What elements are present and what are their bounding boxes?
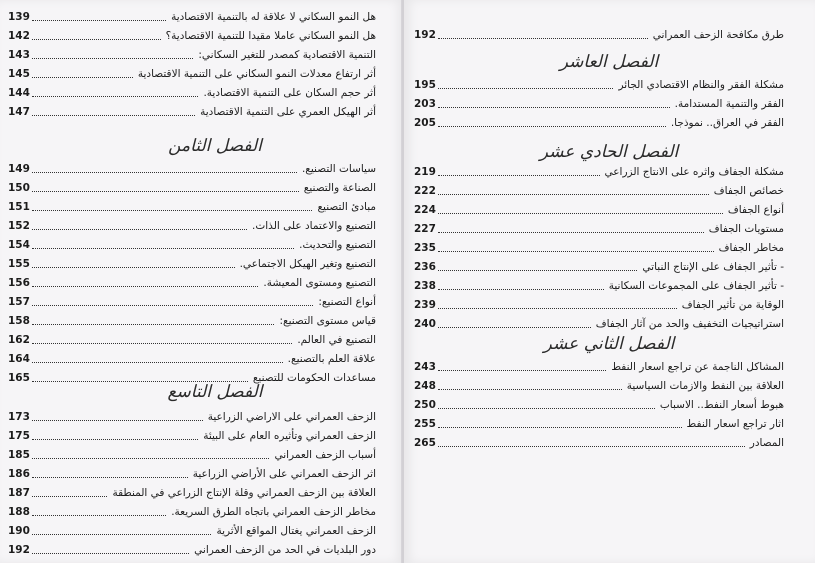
toc-entry (8, 65, 376, 83)
toc-entry (8, 236, 376, 254)
entry-page: 240 (414, 318, 436, 330)
chapter-heading-10: الفصل العاشر (559, 52, 659, 72)
toc-entry (8, 427, 376, 445)
dot-leader (438, 126, 666, 127)
dot-leader (32, 420, 203, 421)
entry-page: 265 (414, 437, 436, 449)
dot-leader (438, 213, 723, 214)
entry-title: مخاطر الجفاف (718, 242, 784, 254)
dot-leader (32, 229, 247, 230)
dot-leader (438, 88, 613, 89)
toc-entry (414, 396, 784, 414)
toc-entry (8, 293, 376, 311)
dot-leader (438, 270, 637, 271)
toc-entry (8, 312, 376, 330)
toc-entry (414, 201, 784, 219)
dot-leader (438, 308, 677, 309)
toc-entry (8, 503, 376, 521)
dot-leader (438, 408, 655, 409)
dot-leader (438, 427, 682, 428)
toc-entry (8, 350, 376, 368)
dot-leader (438, 107, 670, 108)
chapter-heading-11: الفصل الحادي عشر (539, 142, 679, 162)
entry-page: 164 (8, 353, 30, 365)
toc-entry (8, 46, 376, 64)
dot-leader (438, 175, 600, 176)
dot-leader (32, 553, 189, 554)
toc-entry (8, 84, 376, 102)
toc-entry (8, 255, 376, 273)
chapter-heading-9: الفصل التاسع (167, 382, 263, 402)
dot-leader (32, 115, 195, 116)
dot-leader (438, 232, 704, 233)
dot-leader (32, 267, 235, 268)
dot-leader (438, 446, 745, 447)
entry-title: هل النمو السكاني لا علاقة له بالتنمية الاقتصادية (171, 11, 376, 23)
dot-leader (32, 515, 166, 516)
entry-title: المصادر (749, 437, 784, 449)
entry-title: اثار تراجع اسعار النفط (686, 418, 784, 430)
entry-page: 185 (8, 449, 30, 461)
entry-page: 142 (8, 30, 30, 42)
dot-leader (438, 370, 606, 371)
entry-page: 175 (8, 430, 30, 442)
entry-title: مخاطر الزحف العمراني باتجاه الطرق السريعة. (171, 506, 376, 518)
entry-title: الصناعة والتصنيع (303, 182, 376, 194)
toc-entry (414, 26, 784, 44)
toc-entry (414, 95, 784, 113)
entry-page: 205 (414, 117, 436, 129)
entry-page: 157 (8, 296, 30, 308)
dot-leader (32, 362, 283, 363)
toc-entry (8, 484, 376, 502)
entry-title: أنواع الجفاف (727, 204, 784, 216)
entry-page: 192 (414, 29, 436, 41)
entry-page: 219 (414, 166, 436, 178)
toc-entry (8, 522, 376, 540)
toc-entry (414, 277, 784, 295)
dot-leader (32, 20, 166, 21)
entry-title: هل النمو السكاني عاملا مقيدا للتنمية الاقتصادية؟ (165, 30, 376, 42)
dot-leader (438, 194, 709, 195)
right-page (404, 0, 815, 563)
entry-page: 224 (414, 204, 436, 216)
entry-title: مشكلة الجفاف واثره على الانتاج الزراعي (604, 166, 784, 178)
toc-entry (414, 182, 784, 200)
entry-title: علاقة العلم بالتصنيع. (287, 353, 376, 365)
entry-page: 147 (8, 106, 30, 118)
toc-entry (414, 258, 784, 276)
entry-page: 195 (414, 79, 436, 91)
entry-title: طرق مكافحة الزحف العمراني (652, 29, 784, 41)
entry-title: أثر ارتفاع معدلات النمو السكاني على التنمية الاقتصادية (137, 68, 376, 80)
entry-title: مشكلة الفقر والنظام الاقتصادي الجائر (618, 79, 784, 91)
entry-title: - تأثير الجفاف على الإنتاج النباتي (642, 261, 784, 273)
dot-leader (32, 96, 198, 97)
entry-page: 248 (414, 380, 436, 392)
entry-title: المشاكل الناجمة عن تراجع اسعار النفط (611, 361, 784, 373)
entry-page: 187 (8, 487, 30, 499)
entry-page: 190 (8, 525, 30, 537)
entry-page: 222 (414, 185, 436, 197)
entry-title: التصنيع وتغير الهيكل الاجتماعي. (239, 258, 376, 270)
toc-entry (8, 274, 376, 292)
entry-page: 236 (414, 261, 436, 273)
dot-leader (32, 210, 312, 211)
entry-title: هبوط أسعار النفط.. الاسباب (659, 399, 784, 411)
entry-title: العلاقة بين النفط والازمات السياسية (626, 380, 784, 392)
dot-leader (32, 534, 211, 535)
dot-leader (32, 458, 269, 459)
entry-title: الفقر والتنمية المستدامة. (674, 98, 784, 110)
toc-entry (414, 358, 784, 376)
toc-entry (8, 8, 376, 26)
entry-page: 243 (414, 361, 436, 373)
dot-leader (32, 39, 161, 40)
dot-leader (438, 289, 604, 290)
toc-entry (414, 415, 784, 433)
entry-title: أنواع التصنيع: (318, 296, 376, 308)
toc-entry (414, 220, 784, 238)
entry-title: سياسات التصنيع. (301, 163, 376, 175)
toc-entry (8, 465, 376, 483)
entry-title: مستويات الجفاف (708, 223, 784, 235)
dot-leader (32, 324, 274, 325)
entry-page: 235 (414, 242, 436, 254)
entry-title: أثر حجم السكان على التنمية الاقتصادية. (203, 87, 376, 99)
dot-leader (32, 496, 107, 497)
toc-entry (414, 434, 784, 452)
dot-leader (32, 439, 198, 440)
entry-title: مبادئ التصنيع (317, 201, 376, 213)
dot-leader (32, 305, 313, 306)
entry-page: 186 (8, 468, 30, 480)
toc-entry (8, 27, 376, 45)
entry-page: 139 (8, 11, 30, 23)
chapter-heading-8: الفصل الثامن (168, 136, 262, 156)
toc-entry (8, 446, 376, 464)
entry-page: 238 (414, 280, 436, 292)
entry-title: دور البلديات في الحد من الزحف العمراني (194, 544, 376, 556)
entry-page: 255 (414, 418, 436, 430)
entry-page: 150 (8, 182, 30, 194)
entry-page: 154 (8, 239, 30, 251)
entry-page: 203 (414, 98, 436, 110)
chapter-heading-12: الفصل الثاني عشر (543, 334, 675, 354)
entry-page: 158 (8, 315, 30, 327)
entry-page: 149 (8, 163, 30, 175)
entry-title: اثر الزحف العمراني على الأراضي الزراعية (192, 468, 376, 480)
toc-entry (8, 217, 376, 235)
toc-entry (414, 163, 784, 181)
entry-page: 152 (8, 220, 30, 232)
toc-entry (414, 76, 784, 94)
dot-leader (32, 343, 292, 344)
toc-entry (8, 103, 376, 121)
entry-title: العلاقة بين الزحف العمراني وقلة الإنتاج الزراعي في المنطقة (112, 487, 376, 499)
toc-entry (8, 179, 376, 197)
entry-title: التنمية الاقتصادية كمصدر للتغير السكاني: (198, 49, 376, 61)
entry-page: 155 (8, 258, 30, 270)
entry-title: الزحف العمراني على الاراضي الزراعية (207, 411, 376, 423)
entry-title: أسباب الزحف العمراني (274, 449, 376, 461)
entry-title: مساعدات الحكومات للتصنيع (252, 372, 376, 384)
dot-leader (32, 191, 299, 192)
entry-title: الوقاية من تأثير الجفاف (681, 299, 784, 311)
entry-page: 239 (414, 299, 436, 311)
entry-title: - تأثير الجفاف على المجموعات السكانية (608, 280, 784, 292)
entry-page: 145 (8, 68, 30, 80)
entry-title: استراتيجيات التخفيف والحد من آثار الجفاف (595, 318, 784, 330)
dot-leader (32, 77, 133, 78)
entry-title: التصنيع في العالم. (297, 334, 376, 346)
toc-entry (414, 377, 784, 395)
dot-leader (438, 251, 714, 252)
entry-title: قياس مستوى التصنيع: (279, 315, 376, 327)
dot-leader (32, 248, 294, 249)
toc-entry (8, 541, 376, 559)
left-page (0, 0, 404, 563)
entry-page: 173 (8, 411, 30, 423)
toc-entry (8, 198, 376, 216)
entry-title: خصائص الجفاف (713, 185, 784, 197)
entry-page: 162 (8, 334, 30, 346)
toc-entry (414, 239, 784, 257)
entry-page: 192 (8, 544, 30, 556)
dot-leader (438, 38, 648, 39)
toc-entry (414, 296, 784, 314)
dot-leader (32, 477, 188, 478)
entry-page: 188 (8, 506, 30, 518)
entry-title: التصنيع والاعتماد على الذات. (252, 220, 376, 232)
entry-title: التصنيع ومستوى المعيشة. (263, 277, 376, 289)
toc-entry (8, 408, 376, 426)
entry-page: 151 (8, 201, 30, 213)
entry-page: 250 (414, 399, 436, 411)
dot-leader (32, 58, 193, 59)
entry-title: الزحف العمراني يغتال المواقع الأثرية (216, 525, 376, 537)
entry-page: 144 (8, 87, 30, 99)
entry-page: 156 (8, 277, 30, 289)
dot-leader (32, 172, 297, 173)
entry-title: الفقر في العراق.. نموذجا. (670, 117, 784, 129)
toc-entry (8, 160, 376, 178)
dot-leader (32, 286, 258, 287)
entry-page: 143 (8, 49, 30, 61)
toc-entry (414, 114, 784, 132)
entry-title: التصنيع والتحديث. (299, 239, 376, 251)
entry-page: 227 (414, 223, 436, 235)
entry-title: الزحف العمراني وتأثيره العام على البيئة (203, 430, 376, 442)
entry-title: أثر الهيكل العمري على التنمية الاقتصادية (200, 106, 376, 118)
entry-page: 165 (8, 372, 30, 384)
toc-entry (8, 331, 376, 349)
dot-leader (438, 389, 622, 390)
